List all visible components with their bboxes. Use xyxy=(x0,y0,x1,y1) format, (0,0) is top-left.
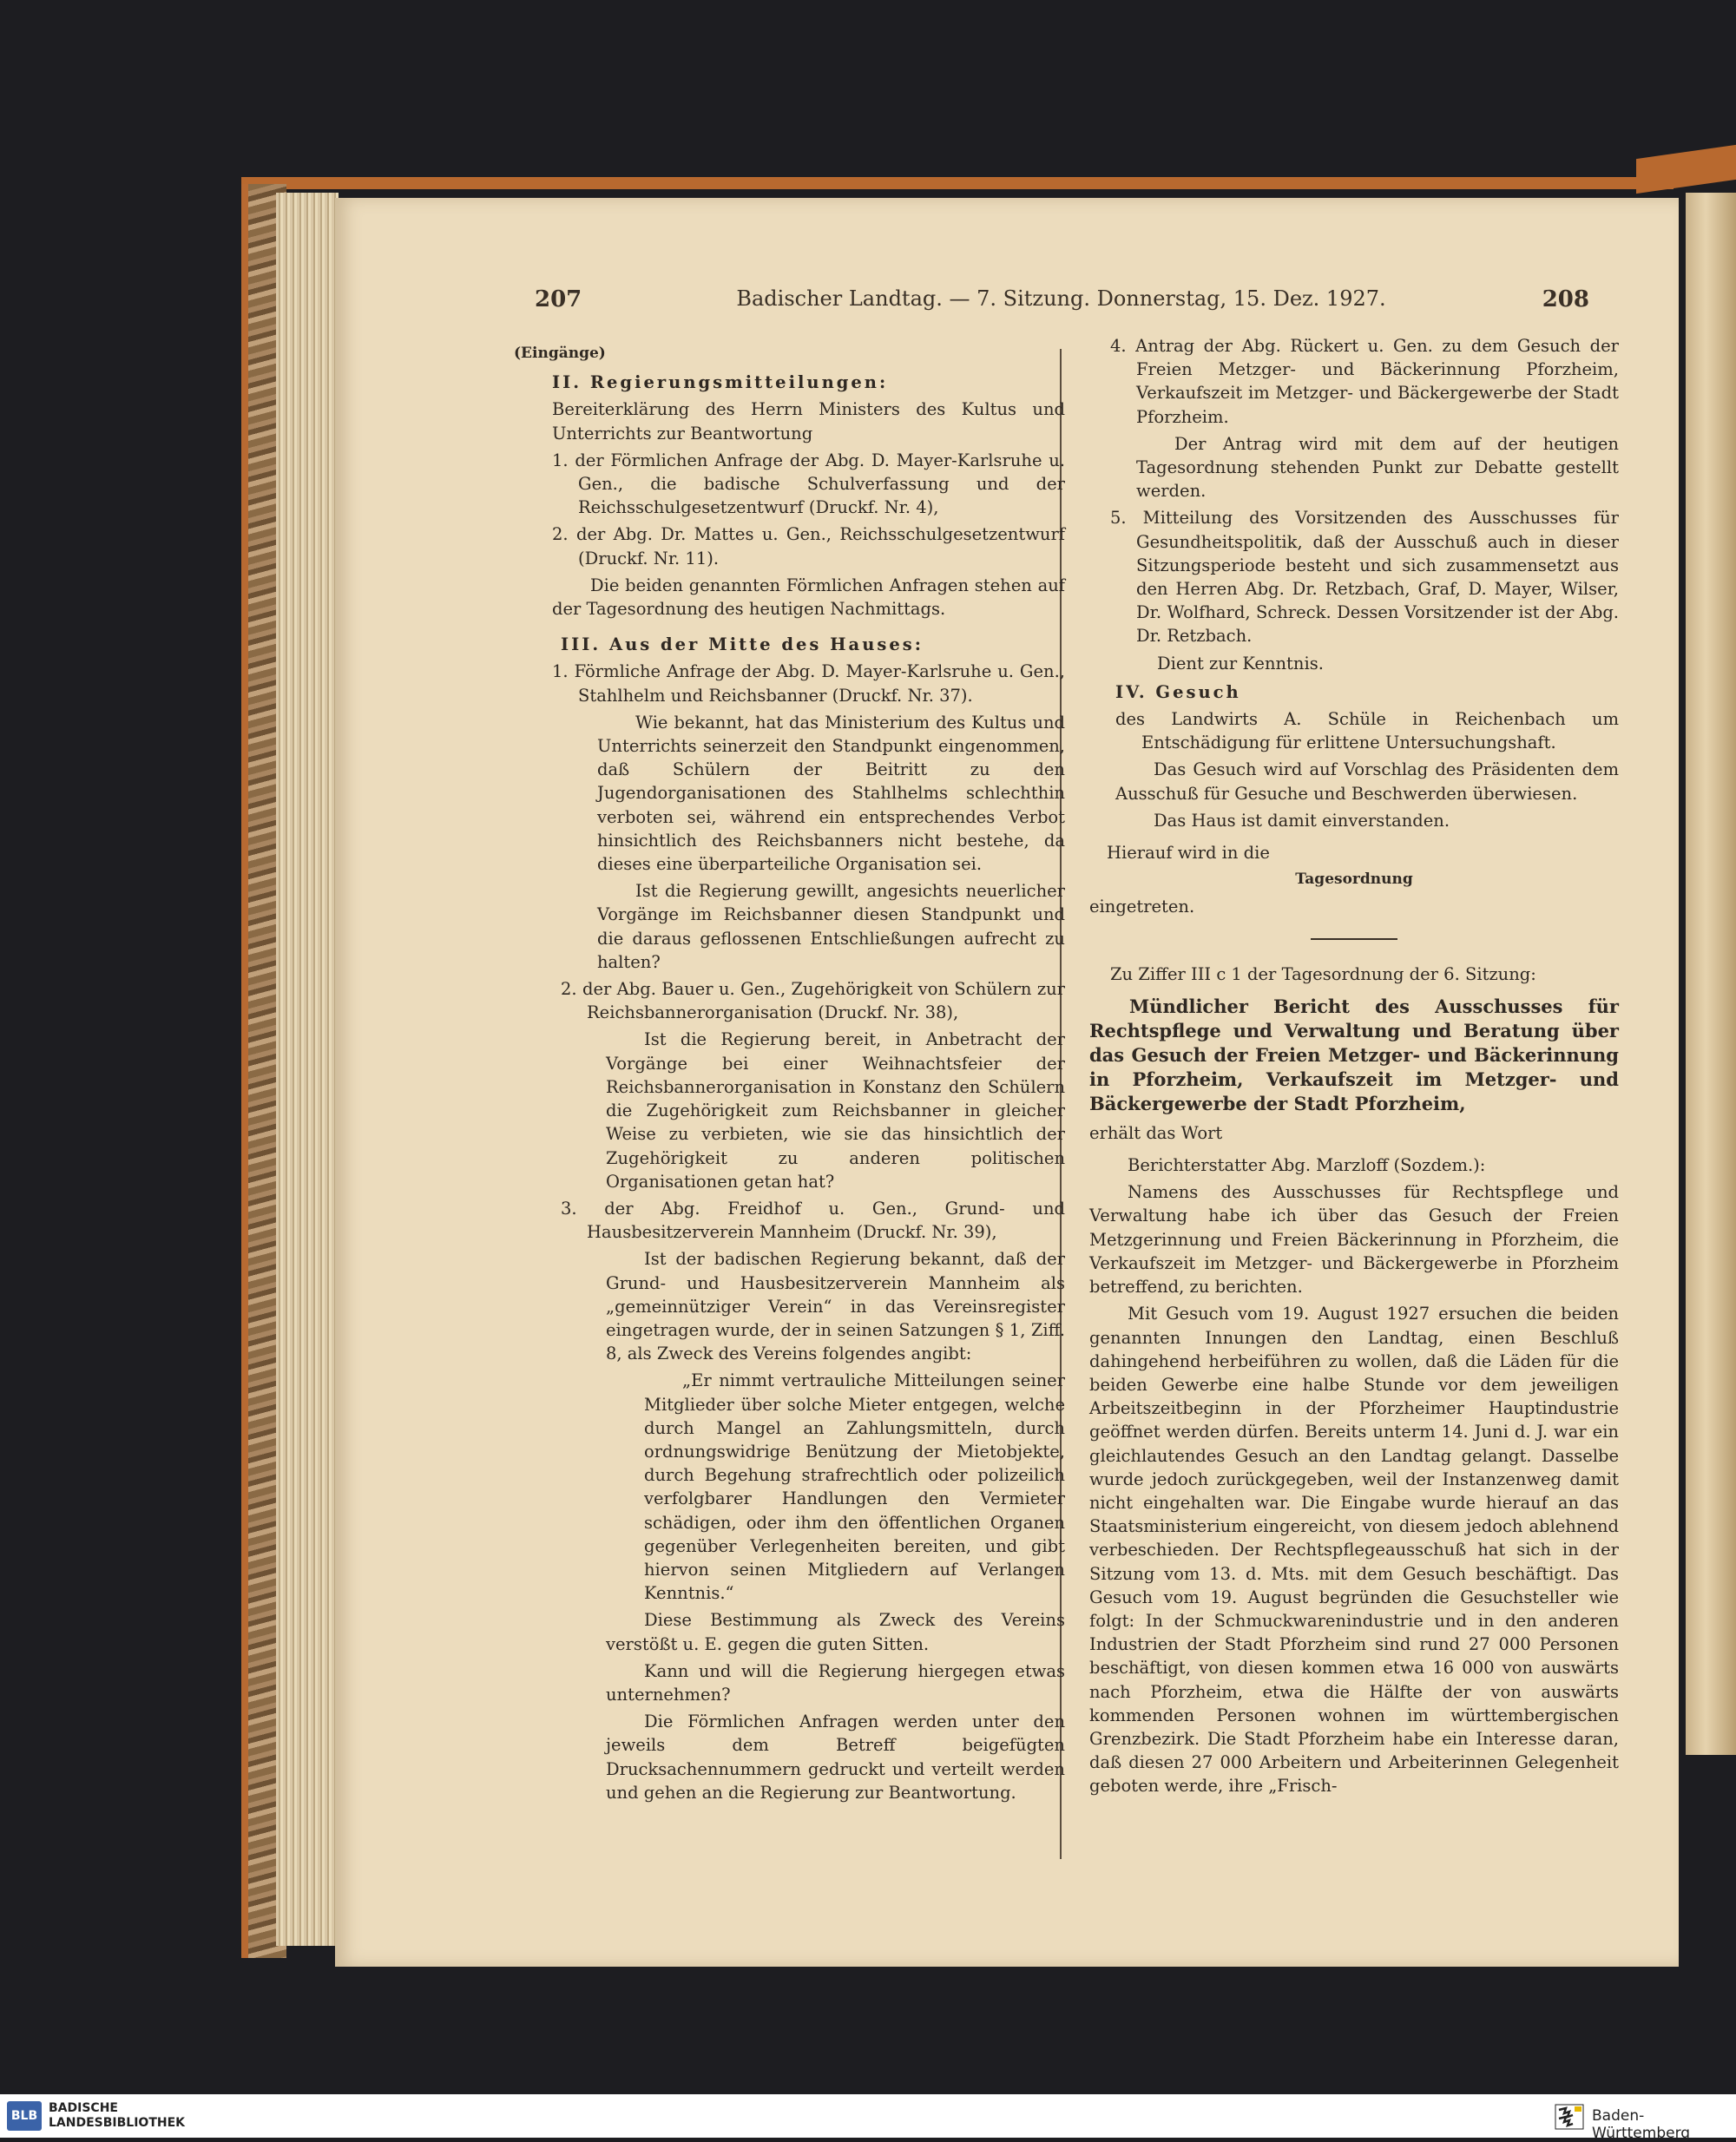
paragraph: Der Antrag wird mit dem auf der heutigen Tagesordnung stehenden Punkt zur Debatte gestellt werden. xyxy=(1136,433,1619,502)
blb-wordmark xyxy=(49,2101,185,2131)
paragraph: des Landwirts A. Schüle in Reichenbach um Entschädigung für erlittene Untersuchungshaft. xyxy=(1115,709,1619,753)
section-label-eingaenge: (Eingänge) xyxy=(514,345,606,362)
paragraph: Das Haus ist damit einverstanden. xyxy=(1154,810,1450,831)
book-right-page-edge xyxy=(1686,193,1736,1755)
paragraph: Diese Bestimmung als Zweck des Vereins verstößt u. E. gegen die guten Sitten. xyxy=(606,1610,1065,1654)
paragraph: eingetreten. xyxy=(1089,897,1195,917)
page-number-right: 208 xyxy=(1542,286,1589,312)
paragraph: Kann und will die Regierung hiergegen etwas unternehmen? xyxy=(606,1660,1065,1705)
running-title: Badischer Landtag. — 7. Sitzung. Donnerstag, 15. Dez. 1927. xyxy=(736,286,1386,311)
section-heading-gesuch: IV. Gesuch xyxy=(1115,681,1241,702)
paragraph: Mit Gesuch vom 19. August 1927 ersuchen die beiden genannten Innungen den Landtag, einen Beschluß dahingehend herbeiführen zu wollen, daß die Läden für die beiden Gewerbe eine halbe Stunde vor dem jeweiligen Arbeitszeitbeginn in der Pforzheimer Hauptindustrie geöffnet werden dürfen. Bereits unterm 14. Juni d. J. war ein gleichlautendes Gesuch an den Landtag gelangt. Dasselbe wurde jedoch zurückgegeben, weil der Instanzenweg damit nicht eingehalten war. Die Eingabe wurde hierauf an das Staatsministerium eingereicht, von diesem jedoch ablehnend verbeschieden. Der Rechtspflegeausschuß hat sich in der Sitzung vom 13. d. Mts. mit dem Gesuch beschäftigt. Das Gesuch vom 19. August begründen die Gesuchsteller wie folgt: In der Schmuckwarenindustrie und in den anderen Industrien der Stadt Pforzheim sind rund 27 000 Personen beschäftigt, von diesen kommen etwa 16 000 von auswärts nach Pforzheim, etwa die Hälfte der von auswärts kommenden Personen wohnen im württembergischen Grenzbezirk. Die Stadt Pforzheim habe ein Interesse daran, daß diesen 27 000 Arbeitern und Arbeiterinnen Gelegenheit geboten werde, ihre „Frisch- xyxy=(1089,1304,1619,1797)
heading-tagesordnung: Tagesordnung xyxy=(1295,871,1413,889)
section-divider xyxy=(1311,938,1397,940)
list-item: 4. Antrag der Abg. Rückert u. Gen. zu dem Gesuch der Freien Metzger- und Bäckerinnung Pforzheim, Verkaufszeit im Metzger- und Bäckergewerbe der Stadt Pforzheim. xyxy=(1110,336,1619,427)
baden-wuerttemberg-crest-icon xyxy=(1554,2103,1585,2131)
quotation: „Er nimmt vertrauliche Mitteilungen seiner Mitglieder über solche Mieter entgegen, welche durch Mangel an Zahlungsmitteln, durch ordnungswidrige Benützung der Mietobjekte, durch Begehung strafrechtlich oder polizeilich verfolgbarer Handlungen den Vermieter schädigen, oder ihm den öffentlichen Organen gegenüber Verlegenheiten bereiten, und gibt hiervon seinen Mitgliedern auf Verlangen Kenntnis.“ xyxy=(644,1370,1065,1604)
running-header xyxy=(529,286,1593,316)
paragraph: Ist die Regierung gewillt, angesichts neuerlicher Vorgänge im Reichsbanner diesen Standpunkt und die daraus geflossenen Entschließungen aufrecht zu halten? xyxy=(597,881,1065,972)
book-page-edges xyxy=(276,193,339,1946)
paragraph: Ist der badischen Regierung bekannt, daß der Grund- und Hausbesitzerverein Mannheim als „gemeinnütziger Verein“ in das Vereinsregister eingetragen wurde, der in seinen Satzungen § 1, Ziff. 8, als Zweck des Vereins folgendes angibt: xyxy=(606,1249,1065,1364)
page-number-left: 207 xyxy=(535,286,582,312)
paragraph: Die Förmlichen Anfragen werden unter den jeweils dem Betreff beigefügten Drucksachennummern gedruckt und verteilt werden und gehen an die Regierung zur Beantwortung. xyxy=(606,1712,1065,1803)
paragraph: Die beiden genannten Förmlichen Anfragen stehen auf der Tagesordnung des heutigen Nachmittags. xyxy=(552,575,1065,620)
footer-bar xyxy=(0,2094,1736,2142)
list-item: 1. der Förmlichen Anfrage der Abg. D. Mayer-Karlsruhe u. Gen., die badische Schulverfassung und der Reichsschulgesetzentwurf (Druckf. Nr. 4), xyxy=(552,450,1065,518)
paragraph: Ist die Regierung bereit, in Anbetracht der Vorgänge bei einer Weihnachtsfeier der Reichsbannerorganisation in Konstanz den Schülern die Zugehörigkeit zum Reichsbanner in gleicher Weise zu verbieten, wie sie das hinsichtlich der Zugehörigkeit zu anderen politischen Organisationen getan hat? xyxy=(606,1029,1065,1192)
list-item: 1. Förmliche Anfrage der Abg. D. Mayer-Karlsruhe u. Gen., Stahlhelm und Reichsbanner (Druckf. Nr. 37). xyxy=(552,661,1065,706)
agenda-reference: Zu Ziffer III c 1 der Tagesordnung der 6. Sitzung: xyxy=(1110,963,1536,984)
paragraph: Das Gesuch wird auf Vorschlag des Präsidenten dem Ausschuß für Gesuche und Beschwerden überwiesen. xyxy=(1115,759,1619,804)
list-item: 3. der Abg. Freidhof u. Gen., Grund- und Hausbesitzerverein Mannheim (Druckf. Nr. 39), xyxy=(561,1198,1065,1243)
paragraph: Hierauf wird in die xyxy=(1107,843,1270,864)
section-heading-regierungsmitteilungen: II. Regierungsmitteilungen: xyxy=(552,372,889,393)
list-item: 2. der Abg. Dr. Mattes u. Gen., Reichsschulgesetzentwurf (Druckf. Nr. 11). xyxy=(552,524,1065,568)
speaker-line: Berichterstatter Abg. Marzloff (Sozdem.): xyxy=(1128,1155,1486,1176)
book-cover-top-edge xyxy=(241,177,1674,189)
paragraph: Wie bekannt, hat das Ministerium des Kultus und Unterrichts seinerzeit den Standpunkt eingenommen, daß Schülern der Beitritt zu den Jugendorganisationen des Stahlhelms schlechthin verboten sei, während ein entsprechendes Verbot hinsichtlich des Reichsbanners nicht bestehe, da dieses eine überparteiliche Organisation sei. xyxy=(597,712,1065,875)
right-column xyxy=(1089,334,1619,1802)
list-item: 5. Mitteilung des Vorsitzenden des Ausschusses für Gesundheitspolitik, daß der Ausschuß auch in dieser Sitzungsperiode besteht und sich zusammensetzt aus den Herren Abg. Dr. Retzbach, Graf, D. Mayer, Wilser, Dr. Wolfhard, Schreck. Dessen Vorsitzender ist der Abg. Dr. Retzbach. xyxy=(1110,508,1619,647)
list-item: 2. der Abg. Bauer u. Gen., Zugehörigkeit von Schülern zur Reichsbannerorganisation (Druckf. Nr. 38), xyxy=(561,979,1065,1023)
report-title: Mündlicher Bericht des Ausschusses für Rechtspflege und Verwaltung und Beratung über das Gesuch der Freien Metzger- und Bäckerinnung in Pforzheim, Verkaufszeit im Metzger- und Bäckergewerbe der Stadt Pforzheim, xyxy=(1089,995,1619,1114)
paragraph: erhält das Wort xyxy=(1089,1122,1223,1143)
blb-logo[interactable]: BLB xyxy=(7,2101,42,2131)
blb-name-line2: LANDESBIBLIOTHEK xyxy=(49,2116,186,2130)
paragraph: Dient zur Kenntnis. xyxy=(1157,653,1324,673)
baden-wuerttemberg-label[interactable]: Baden-Württemberg xyxy=(1592,2107,1691,2142)
left-column xyxy=(514,342,1065,1808)
paragraph: Namens des Ausschusses für Rechtspflege und Verwaltung habe ich über das Gesuch der Freien Metzgerinnung und Freien Bäckerinnung in Pforzheim, die Verkaufszeit im Metzger- und Bäckergewerbe in Pforzheim betreffend, zu berichten. xyxy=(1089,1182,1619,1298)
section-heading-aus-der-mitte: III. Aus der Mitte des Hauses: xyxy=(561,634,924,655)
book-cover-corner xyxy=(1636,145,1736,194)
paragraph: Bereiterklärung des Herrn Ministers des Kultus und Unterrichts zur Beantwortung xyxy=(552,399,1065,444)
blb-name-line1: BADISCHE xyxy=(49,2101,118,2115)
